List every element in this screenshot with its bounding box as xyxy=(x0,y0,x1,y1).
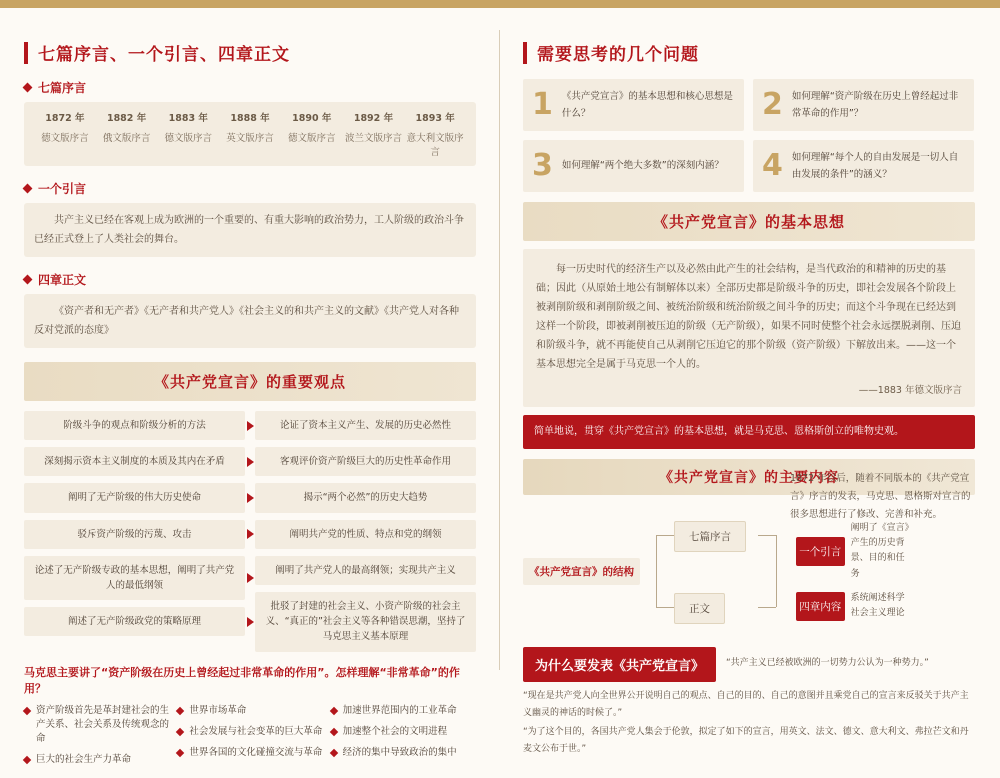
diamond-icon xyxy=(176,728,184,736)
tree-node-red: 四章内容 xyxy=(796,592,845,621)
why-item: “共产主义已经被欧洲的一切势力公认为一种势力。” xyxy=(726,657,929,668)
viewpoint-item xyxy=(24,447,245,476)
main-content-band: 《共产党宣言》的主要内容 xyxy=(523,459,975,495)
prefaces-block xyxy=(24,79,476,166)
intro-text: 共产主义已经在客观上成为欧洲的一个重要的、有重大影响的政治势力，工人阶级的政治斗争已经正式登上了人类社会的舞台。 xyxy=(34,215,464,245)
bullet-text: 社会发展与社会变革的巨大革命 xyxy=(189,725,323,737)
tree-node-desc: 阐明了《宣言》产生的历史背景、目的和任务 xyxy=(850,522,910,579)
basic-idea-source: ——1883 年德文版序言 xyxy=(858,385,962,396)
bullet-text: 世界市场革命 xyxy=(189,704,247,716)
preface-year: 1882 年 xyxy=(106,113,147,124)
intro-block xyxy=(24,180,476,257)
preface-edition: 俄文版序言 xyxy=(102,133,151,144)
intro-title: 一个引言 xyxy=(38,182,87,196)
tree-node: 七篇序言 xyxy=(674,521,746,552)
viewpoint-item: 客观评价资产阶级巨大的历史性革命作用 xyxy=(255,447,476,476)
bullet-item xyxy=(24,704,169,747)
why-item: “为了这个目的，各国共产党人集会于伦敦，拟定了如下的宣言，用英文、法文、德文、意大利文、弗拉芒文和丹麦文公布于世。” xyxy=(523,727,969,754)
diamond-icon xyxy=(23,756,31,764)
header-accent-bar xyxy=(24,42,28,64)
viewpoint-item xyxy=(24,556,245,600)
preface-edition: 德文版序言 xyxy=(287,133,336,144)
question-card xyxy=(753,140,974,192)
preface-year: 1883 年 xyxy=(168,113,208,124)
bullet-text: 经济的集中导致政治的集中 xyxy=(342,747,457,758)
maintext-block xyxy=(24,271,476,348)
preface-item xyxy=(96,110,158,158)
tree-hline xyxy=(758,607,776,608)
preface-year: 1893 年 xyxy=(415,113,455,124)
structure-right-nodes xyxy=(796,521,911,622)
bullet-item xyxy=(177,746,322,760)
structure-diagram xyxy=(523,505,975,637)
structure-right-row xyxy=(796,521,911,582)
prefaces-title: 七篇序言 xyxy=(38,81,87,95)
viewpoint-item xyxy=(24,411,245,440)
preface-item xyxy=(404,110,466,158)
bullet-col-3 xyxy=(331,704,476,768)
preface-item xyxy=(281,110,343,158)
maintext-box xyxy=(24,294,476,348)
maintext-text: 《资产者和无产者》《无产者和共产党人》《社会主义的和共产主义的文献》《共产党人对各种反对党派的态度》 xyxy=(34,306,459,336)
column-divider xyxy=(499,30,500,670)
question-card xyxy=(523,79,744,131)
bullet-item xyxy=(331,725,476,739)
preface-year: 1890 年 xyxy=(292,113,332,124)
viewpoint-item: 阐明了共产党人的最高纲领；实现共产主义 xyxy=(255,556,476,585)
basic-idea-text: 每一历史时代的经济生产以及必然由此产生的社会结构，是当代政治的和精神的历史的基础；因此（从原始土地公有制解体以来）全部历史都是阶级斗争的历史，即社会发展各个阶段上被剥削阶级和剥削阶级之间、被统治阶级和统治阶级之间斗争的历史；而这个斗争现在已经达到这样一个阶段，即被剥削被压迫的阶级（无产阶级），如果不同时使整个社会永远摆脱剥削、压迫和阶级斗争，就不再能使自己从剥削它压迫它的那个阶级（资产阶级）下解放出来。——这一个基本思想完全是属于马克思一个人的。 xyxy=(536,264,961,370)
arrow-icon xyxy=(247,573,254,583)
bullet-text: 资产阶级首先是革封建社会的生产关系、社会关系及传统观念的命 xyxy=(36,704,170,744)
bullet-item xyxy=(331,746,476,760)
tree-hline xyxy=(656,607,674,608)
viewpoints-grid xyxy=(24,411,476,652)
bullet-item xyxy=(331,704,476,718)
header-accent-bar xyxy=(523,42,527,64)
left-section-header xyxy=(24,40,476,65)
viewpoint-item: 批驳了封建的社会主义、小资产阶级的社会主义、“真正的”社会主义等各种错误思潮，坚持了马克思主义基本原理 xyxy=(255,592,476,652)
arrow-icon xyxy=(247,529,254,539)
structure-label: 《共产党宣言》的结构 xyxy=(523,558,640,585)
viewpoint-item xyxy=(24,483,245,512)
viewpoint-text: 阐明了无产阶级的伟大历史使命 xyxy=(67,492,201,504)
diamond-icon xyxy=(329,706,337,714)
question-number: 1 xyxy=(532,87,553,122)
left-column xyxy=(24,40,476,768)
bullet-item xyxy=(177,725,322,739)
tree-vline2 xyxy=(776,535,777,607)
revolution-bullets xyxy=(24,704,476,768)
question-text: 如何理解“两个绝大多数”的深刻内涵？ xyxy=(561,160,724,172)
viewpoint-item xyxy=(24,607,245,636)
tree-vline xyxy=(656,535,657,607)
left-question-line: 马克思主要讲了“资产阶级在历史上曾经起过非常革命的作用”。怎样理解“非常革命”的作用？ xyxy=(24,665,460,695)
prefaces-box xyxy=(24,102,476,166)
why-publish-list xyxy=(726,655,929,675)
tree-hline xyxy=(758,535,776,536)
viewpoint-text: 阐述了无产阶级政党的策略原理 xyxy=(67,616,201,628)
bullet-item xyxy=(177,704,322,718)
viewpoints-right-col xyxy=(255,411,476,652)
maintext-subhead xyxy=(24,271,476,288)
right-header-text: 需要思考的几个问题 xyxy=(537,45,699,65)
question-text: 《共产党宣言》的基本思想和核心思想是什么？ xyxy=(561,90,733,119)
preface-item xyxy=(219,110,281,158)
why-publish-list-rest xyxy=(523,688,975,758)
diamond-icon xyxy=(23,275,33,285)
bullet-text: 加速世界范围内的工业革命 xyxy=(342,704,457,716)
bullet-text: 巨大的社会生产力革命 xyxy=(36,754,132,766)
tree-hline xyxy=(656,535,674,536)
prefaces-subhead xyxy=(24,79,476,96)
top-accent-bar xyxy=(0,0,1000,8)
question-number: 3 xyxy=(532,148,553,183)
viewpoint-item xyxy=(24,520,245,549)
question-text: 如何理解“资产阶级在历史上曾经起过非常革命的作用”？ xyxy=(791,90,959,119)
why-publish-header xyxy=(523,647,975,682)
preface-edition: 意大利文版序言 xyxy=(406,133,464,158)
basic-idea-band: 《共产党宣言》的基本思想 xyxy=(523,202,975,241)
diamond-icon xyxy=(23,184,33,194)
diamond-icon xyxy=(176,749,184,757)
question-card xyxy=(753,79,974,131)
right-column xyxy=(523,40,975,761)
diamond-icon xyxy=(329,728,337,736)
preface-item xyxy=(157,110,219,158)
viewpoint-text: 深刻揭示资本主义制度的本质及其内在矛盾 xyxy=(44,456,225,468)
diamond-icon xyxy=(23,83,33,93)
prefaces-years-row xyxy=(34,110,466,158)
question-text: 如何理解“每个人的自由发展是一切人自由发展的条件”的涵义？ xyxy=(791,151,959,180)
preface-edition: 波兰文版序言 xyxy=(344,133,402,144)
arrow-icon xyxy=(247,493,254,503)
bullet-text: 世界各国的文化碰撞交流与革命 xyxy=(189,747,323,758)
why-item: “现在是共产党人向全世界公开说明自己的观点、自己的目的、自己的意图并且乘党自己的宣言来反驳关于共产主义幽灵的神话的时候了。” xyxy=(523,691,969,718)
intro-subhead xyxy=(24,180,476,197)
viewpoint-text: 驳斥资产阶级的污蔑、攻击 xyxy=(77,528,192,540)
right-section-header xyxy=(523,40,975,65)
bullet-text: 加速整个社会的文明进程 xyxy=(342,725,448,737)
content-note: 1872 年以后，随着不同版本的《共产党宣言》序言的发表，马克思、恩格斯对宣言的很多思想进行了修改、完善和补充。 xyxy=(790,473,971,521)
tree-node-red: 一个引言 xyxy=(796,537,845,566)
why-publish-title: 为什么要发表《共产党宣言》 xyxy=(523,647,716,682)
bullet-col-2 xyxy=(177,704,322,768)
viewpoint-item: 阐明共产党的性质、特点和党的纲领 xyxy=(255,520,476,549)
left-header-text: 七篇序言、一个引言、四章正文 xyxy=(38,45,290,65)
maintext-title: 四章正文 xyxy=(38,273,87,287)
basic-idea-box xyxy=(523,249,975,407)
viewpoint-item: 论证了资本主义产生、发展的历史必然性 xyxy=(255,411,476,440)
preface-edition: 德文版序言 xyxy=(164,133,213,144)
tree-node: 正文 xyxy=(674,593,725,624)
question-number: 2 xyxy=(762,87,783,122)
arrow-icon xyxy=(247,617,254,627)
preface-item xyxy=(343,110,405,158)
questions-grid xyxy=(523,79,975,192)
preface-edition: 德文版序言 xyxy=(41,133,89,144)
viewpoints-left-col xyxy=(24,411,245,652)
structure-right-row xyxy=(796,591,911,622)
preface-edition: 英文版序言 xyxy=(226,133,274,144)
preface-year: 1872 年 xyxy=(45,113,85,124)
viewpoints-band: 《共产党宣言》的重要观点 xyxy=(24,362,476,401)
question-card xyxy=(523,140,744,192)
diamond-icon xyxy=(329,749,337,757)
question-number: 4 xyxy=(762,148,783,183)
diamond-icon xyxy=(176,706,184,714)
viewpoint-text: 论述了无产阶级专政的基本思想，阐明了共产党人的最低纲领 xyxy=(34,564,235,591)
arrow-icon xyxy=(247,457,254,467)
preface-year: 1892 年 xyxy=(353,113,394,124)
bullet-item xyxy=(24,753,169,767)
viewpoint-text: 阶级斗争的观点和阶级分析的方法 xyxy=(63,420,206,431)
tree-node-desc: 系统阐述科学社会主义理论 xyxy=(850,592,905,619)
structure-tree xyxy=(644,505,794,637)
preface-year: 1888 年 xyxy=(230,113,270,124)
bullet-col-1 xyxy=(24,704,169,768)
basic-idea-highlight: 简单地说，贯穿《共产党宣言》的基本思想，就是马克思、恩格斯创立的唯物史观。 xyxy=(523,415,975,449)
intro-box xyxy=(24,203,476,257)
arrow-icon xyxy=(247,421,254,431)
diamond-icon xyxy=(23,706,31,714)
why-publish-block xyxy=(523,647,975,758)
preface-item xyxy=(34,110,96,158)
viewpoint-item: 揭示“两个必然”的历史大趋势 xyxy=(255,483,476,512)
